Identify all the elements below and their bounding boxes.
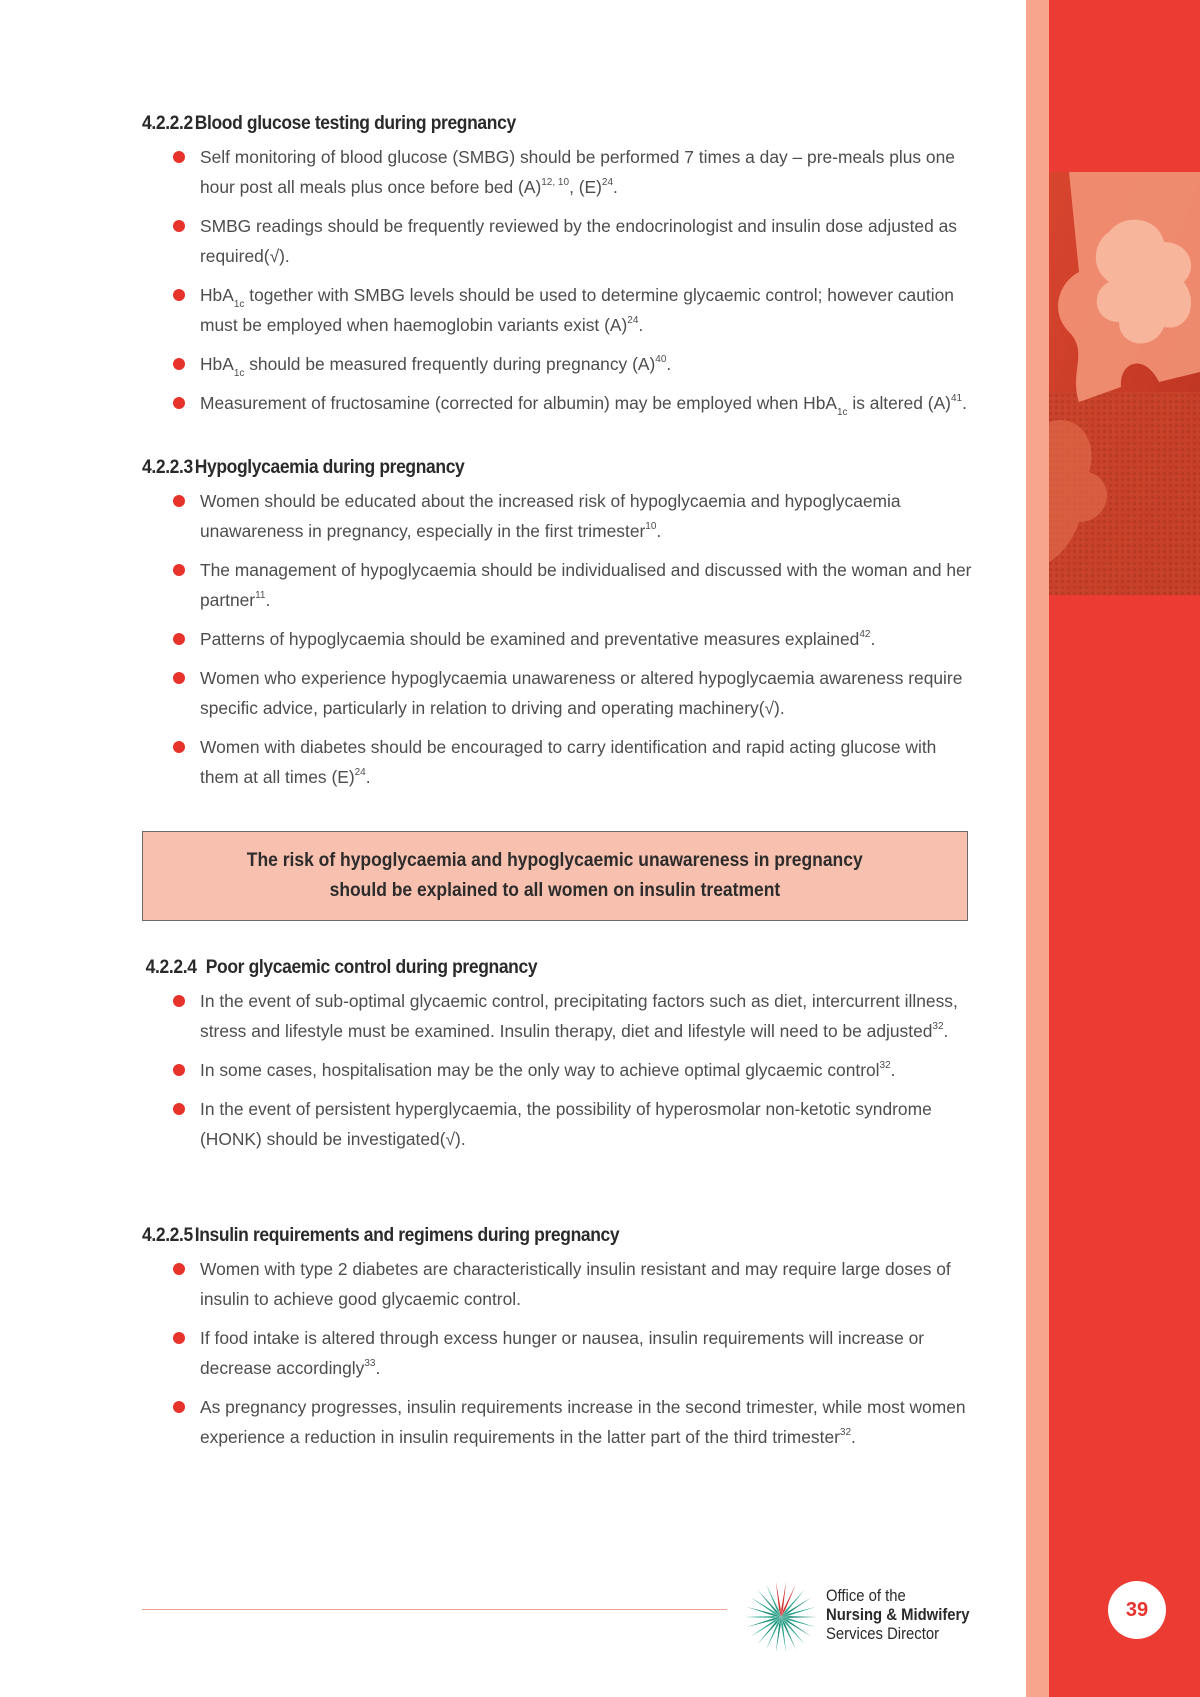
bullet-text: is altered (A) bbox=[847, 393, 951, 413]
reference-superscript: 42 bbox=[859, 629, 871, 640]
bullet-text: Women who experience hypoglycaemia unawareness or altered hypoglycaemia awareness require specific advice, particularly in relation to driving and operating machinery(√). bbox=[200, 668, 963, 718]
section-title: Hypoglycaemia during pregnancy bbox=[194, 457, 465, 478]
section-heading bbox=[142, 954, 906, 982]
bullet-text: . bbox=[365, 767, 371, 787]
section-number: 4.2.2.5 bbox=[142, 1225, 193, 1246]
reference-superscript: 24 bbox=[354, 767, 366, 778]
bullet-item bbox=[142, 624, 972, 654]
reference-superscript: 33 bbox=[364, 1358, 376, 1369]
org-line-2: Nursing & Midwifery bbox=[826, 1606, 970, 1624]
bullet-item bbox=[142, 732, 972, 792]
bullet-dot-icon bbox=[173, 495, 185, 507]
bullet-item bbox=[142, 1094, 972, 1154]
bullet-item bbox=[142, 1392, 972, 1452]
reference-superscript: 24 bbox=[601, 177, 614, 188]
reference-superscript: 24 bbox=[627, 315, 639, 326]
bullet-text: If food intake is altered through excess hunger or nausea, insulin requirements will increase or decrease accordingly bbox=[200, 1328, 925, 1378]
bullet-list bbox=[142, 1254, 972, 1452]
decorative-band-light bbox=[1026, 0, 1049, 1697]
bullet-text: SMBG readings should be frequently reviewed by the endocrinologist and insulin dose adjusted as required(√). bbox=[200, 216, 957, 266]
bullet-text: Women with diabetes should be encouraged to carry identification and rapid acting glucose with them at all times (E) bbox=[200, 737, 937, 787]
bullet-item bbox=[142, 211, 972, 271]
bullet-text: In the event of persistent hyperglycaemia, the possibility of hyperosmolar non-ketotic syndrome (HONK) should be investigated(√). bbox=[200, 1099, 932, 1149]
bullet-item bbox=[142, 555, 972, 615]
bullet-text: Patterns of hypoglycaemia should be examined and preventative measures explained bbox=[200, 629, 860, 649]
bullet-text: . bbox=[943, 1021, 949, 1041]
bullet-text: . bbox=[638, 315, 644, 335]
section-heading bbox=[142, 110, 906, 138]
logo-ray bbox=[745, 1616, 781, 1618]
section-number: 4.2.2.2 bbox=[142, 113, 193, 134]
bullet-item bbox=[142, 1323, 972, 1383]
section-title: Blood glucose testing during pregnancy bbox=[194, 113, 516, 134]
section-insulin-requirements bbox=[142, 1222, 972, 1461]
bullet-dot-icon bbox=[173, 995, 185, 1007]
bullet-text: . bbox=[265, 590, 271, 610]
bullet-text: The management of hypoglycaemia should be individualised and discussed with the woman and her partner bbox=[200, 560, 972, 610]
bullet-text: HbA bbox=[200, 354, 234, 374]
bullet-dot-icon bbox=[173, 289, 185, 301]
reference-superscript: 40 bbox=[655, 354, 667, 365]
bullet-dot-icon bbox=[173, 672, 185, 684]
bullet-text: . bbox=[375, 1358, 381, 1378]
bullet-text: Women with type 2 diabetes are characteristically insulin resistant and may require large doses of insulin to achieve good glycaemic control. bbox=[200, 1259, 951, 1309]
callout-line-1: The risk of hypoglycaemia and hypoglycaemic unawareness in pregnancy bbox=[247, 850, 863, 871]
bullet-text: In some cases, hospitalisation may be the only way to achieve optimal glycaemic control bbox=[200, 1060, 880, 1080]
section-title: Poor glycaemic control during pregnancy bbox=[205, 957, 538, 978]
bullet-dot-icon bbox=[173, 1103, 185, 1115]
reference-superscript: 32 bbox=[932, 1021, 944, 1032]
bullet-text: HbA bbox=[200, 285, 234, 305]
bullet-dot-icon bbox=[173, 1064, 185, 1076]
footer-divider bbox=[142, 1609, 727, 1610]
bullet-item bbox=[142, 986, 972, 1046]
bullet-text: should be measured frequently during pregnancy (A) bbox=[244, 354, 656, 374]
bullet-text: Self monitoring of blood glucose (SMBG) should be performed 7 times a day – pre-meals plus one hour post all meals plus once before bed (A) bbox=[200, 147, 955, 197]
callout-line-2: should be explained to all women on insulin treatment bbox=[329, 880, 781, 901]
reference-superscript: 11 bbox=[255, 590, 266, 601]
org-line-3: Services Director bbox=[826, 1625, 940, 1643]
bullet-item bbox=[142, 349, 972, 379]
bullet-list bbox=[142, 142, 972, 418]
section-title: Insulin requirements and regimens during pregnancy bbox=[194, 1225, 620, 1246]
subscript: 1c bbox=[233, 299, 245, 310]
section-poor-glycaemic-control bbox=[142, 954, 972, 1163]
bullet-item bbox=[142, 142, 972, 202]
page-number: 39 bbox=[1108, 1581, 1166, 1639]
puzzle-photo bbox=[1049, 172, 1200, 595]
bullet-text: . bbox=[851, 1427, 856, 1447]
bullet-text: As pregnancy progresses, insulin requirements increase in the second trimester, while most women experience a reduction in insulin requirements in the latter part of the third trimester bbox=[200, 1397, 966, 1447]
bullet-text: . bbox=[890, 1060, 896, 1080]
bullet-dot-icon bbox=[173, 397, 185, 409]
bullet-dot-icon bbox=[173, 358, 185, 370]
logo-ray bbox=[781, 1616, 817, 1618]
bullet-text: . bbox=[666, 354, 672, 374]
bullet-text: . bbox=[613, 177, 618, 197]
callout-box bbox=[142, 831, 968, 921]
bullet-text: Measurement of fructosamine (corrected for albumin) may be employed when HbA bbox=[200, 393, 837, 413]
bullet-list bbox=[142, 486, 972, 792]
reference-superscript: 32 bbox=[879, 1060, 891, 1071]
section-number: 4.2.2.3 bbox=[142, 457, 193, 478]
reference-superscript: 41 bbox=[950, 393, 963, 404]
bullet-item bbox=[142, 663, 972, 723]
bullet-dot-icon bbox=[173, 633, 185, 645]
bullet-dot-icon bbox=[173, 564, 185, 576]
bullet-dot-icon bbox=[173, 151, 185, 163]
bullet-item bbox=[142, 280, 972, 340]
starburst-logo-icon bbox=[742, 1578, 820, 1656]
bullet-dot-icon bbox=[173, 1263, 185, 1275]
organisation-name bbox=[826, 1587, 970, 1644]
section-hypoglycaemia bbox=[142, 454, 972, 801]
bullet-dot-icon bbox=[173, 1401, 185, 1413]
reference-superscript: 12, 10 bbox=[541, 177, 570, 188]
bullet-dot-icon bbox=[173, 220, 185, 232]
bullet-item bbox=[142, 388, 972, 418]
bullet-text: . bbox=[870, 629, 876, 649]
section-number: 4.2.2.4 bbox=[145, 957, 197, 978]
bullet-item bbox=[142, 1254, 972, 1314]
bullet-dot-icon bbox=[173, 1332, 185, 1344]
bullet-item bbox=[142, 486, 972, 546]
bullet-item bbox=[142, 1055, 972, 1085]
bullet-text: , (E) bbox=[569, 177, 602, 197]
bullet-text: Women should be educated about the increased risk of hypoglycaemia and hypoglycaemia unawareness in pregnancy, especially in the first trimester bbox=[200, 491, 901, 541]
subscript: 1c bbox=[836, 407, 848, 418]
bullet-dot-icon bbox=[173, 741, 185, 753]
bullet-text: together with SMBG levels should be used to determine glycaemic control; however caution must be employed when haemoglobin variants exist (A) bbox=[200, 285, 954, 335]
section-blood-glucose-testing bbox=[142, 110, 972, 427]
reference-superscript: 32 bbox=[839, 1427, 852, 1438]
reference-superscript: 10 bbox=[645, 521, 657, 532]
bullet-text: . bbox=[656, 521, 662, 541]
subscript: 1c bbox=[233, 368, 245, 379]
bullet-list bbox=[142, 986, 972, 1154]
section-heading bbox=[142, 1222, 906, 1250]
org-line-1: Office of the bbox=[826, 1587, 906, 1605]
bullet-text: In the event of sub-optimal glycaemic control, precipitating factors such as diet, intercurrent illness, stress and lifestyle must be examined. Insulin therapy, diet and lifestyle will need to be adjusted bbox=[200, 991, 958, 1041]
section-heading bbox=[142, 454, 906, 482]
bullet-text: . bbox=[962, 393, 967, 413]
